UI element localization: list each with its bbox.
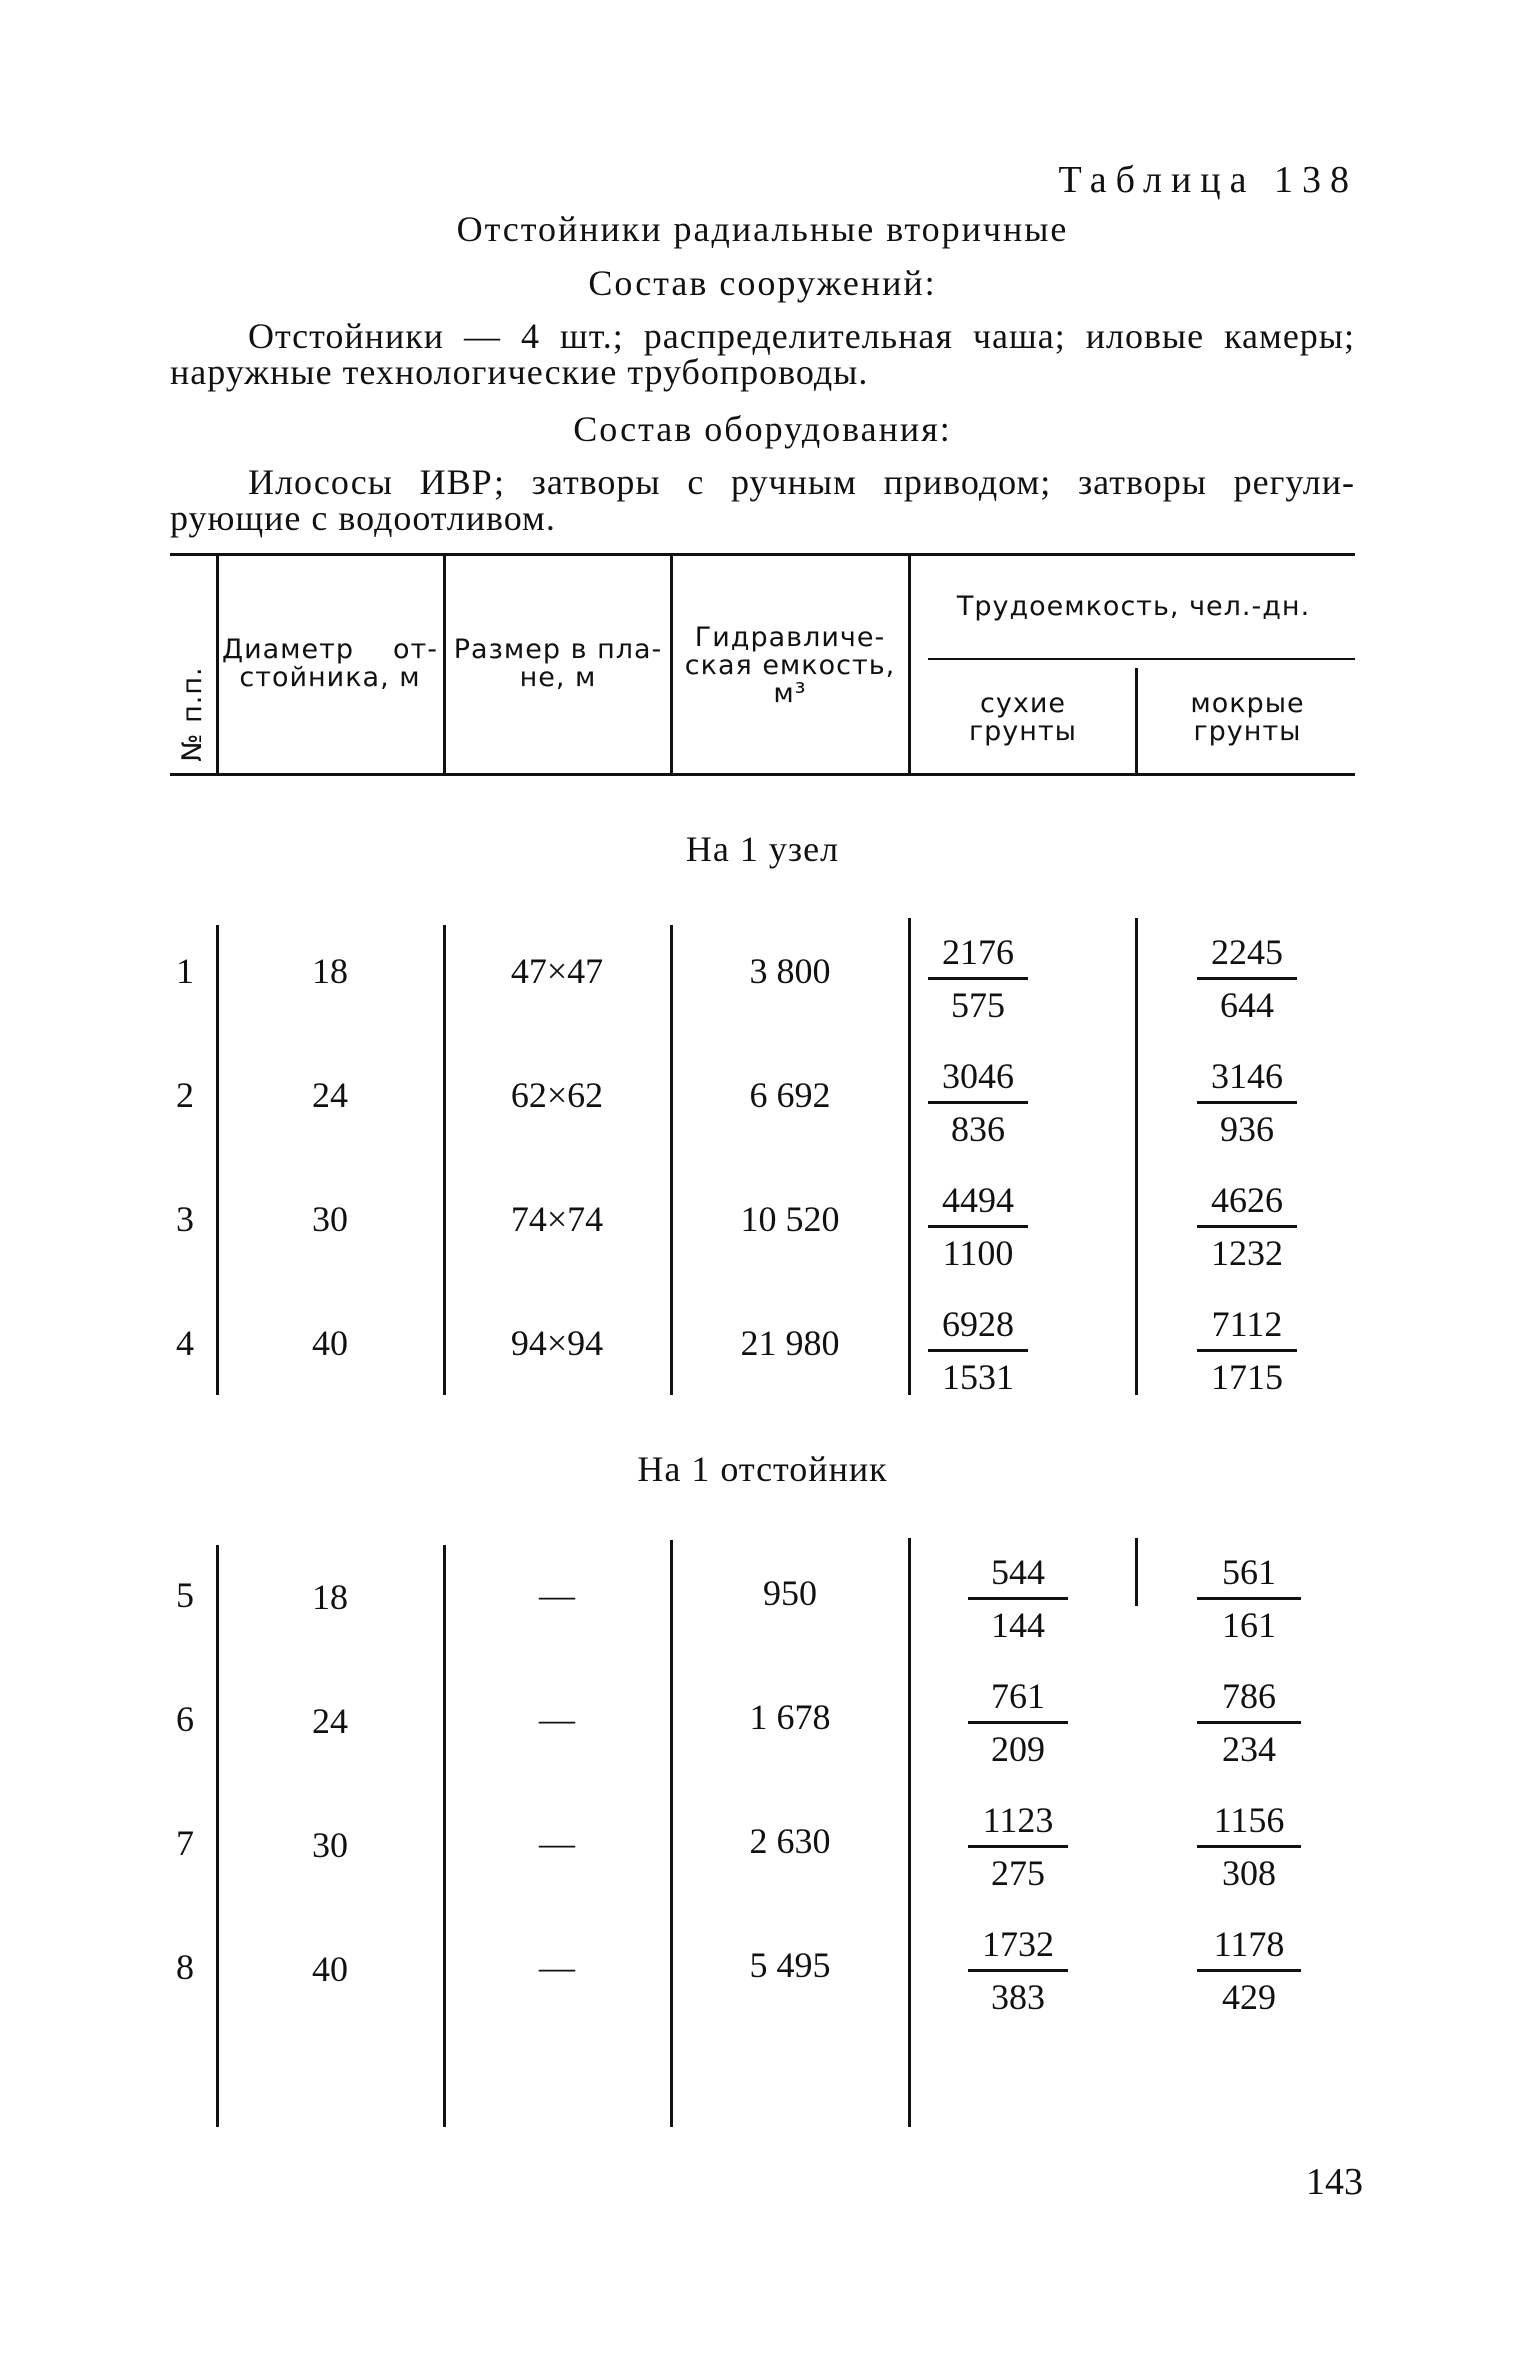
dry-top: 1732 — [982, 1924, 1054, 1964]
header-labor: Трудоемкость, чел.-дн. — [956, 591, 1311, 622]
fraction-bar — [1197, 1349, 1297, 1352]
cell-size: — — [539, 1575, 575, 1615]
section-title-2: На 1 отстойник — [637, 1449, 888, 1489]
cell-num: 2 — [176, 1075, 194, 1115]
structures-text-line1: Отстойники — 4 шт.; распределительная чаша; иловые камеры; — [248, 316, 1355, 356]
wet-bottom: 1715 — [1211, 1357, 1283, 1397]
cell-num: 8 — [176, 1947, 194, 1987]
structures-text-line2: наружные технологические трубопроводы. — [170, 352, 869, 392]
wet-bottom: 1232 — [1211, 1233, 1283, 1273]
cell-num: 7 — [176, 1823, 194, 1863]
dry-bottom: 575 — [951, 985, 1005, 1025]
fraction-bar — [968, 1969, 1068, 1972]
header-capacity-line3: м³ — [773, 678, 807, 709]
cell-dry-fraction — [968, 1924, 1068, 2017]
cell-diameter: 30 — [312, 1825, 348, 1865]
fraction-bar — [1197, 977, 1297, 980]
structures-paragraph — [170, 318, 1355, 390]
cell-num: 4 — [176, 1323, 194, 1363]
structures-heading: Состав сооружений: — [588, 263, 937, 303]
header-divider-4 — [908, 555, 911, 773]
dry-top: 2176 — [942, 932, 1014, 972]
fraction-bar — [968, 1845, 1068, 1848]
dry-top: 6928 — [942, 1304, 1014, 1344]
cell-capacity: 6 692 — [749, 1075, 831, 1115]
header-dry-line1: сухие — [980, 688, 1066, 719]
cell-diameter: 18 — [312, 951, 348, 991]
equipment-text-line1: Илососы ИВР; затворы с ручным приводом; затворы регули- — [248, 462, 1355, 502]
wet-top: 3146 — [1211, 1056, 1283, 1096]
dry-bottom: 383 — [991, 1977, 1045, 2017]
cell-num: 1 — [176, 951, 194, 991]
cell-dry-fraction — [928, 932, 1028, 1025]
equipment-heading: Состав оборудования: — [573, 409, 952, 449]
fraction-bar — [1197, 1597, 1301, 1600]
wet-top: 561 — [1222, 1552, 1276, 1592]
section1-divider-3 — [670, 925, 673, 1395]
cell-wet-fraction — [1197, 1924, 1301, 2017]
cell-size: 47×47 — [510, 951, 604, 991]
header-wet-line1: мокрые — [1190, 688, 1305, 719]
header-size-line2: не, м — [519, 662, 597, 693]
header-divider-2 — [443, 555, 446, 773]
fraction-bar — [928, 1349, 1028, 1352]
cell-size: 94×94 — [510, 1323, 604, 1363]
table-header-bottom-rule — [170, 773, 1355, 776]
cell-wet-fraction — [1197, 1552, 1301, 1645]
fraction-bar — [1197, 1969, 1301, 1972]
wet-top: 1178 — [1213, 1924, 1285, 1964]
cell-capacity: 950 — [763, 1573, 817, 1613]
cell-capacity: 1 678 — [749, 1697, 831, 1737]
dry-bottom: 1100 — [942, 1233, 1014, 1273]
fraction-bar — [928, 1101, 1028, 1104]
fraction-bar — [1197, 1225, 1297, 1228]
dry-top: 3046 — [942, 1056, 1014, 1096]
cell-num: 6 — [176, 1699, 194, 1739]
document-title: Отстойники радиальные вторичные — [456, 209, 1069, 249]
cell-diameter: 18 — [312, 1577, 348, 1617]
wet-bottom: 644 — [1220, 985, 1274, 1025]
fraction-bar — [928, 1225, 1028, 1228]
wet-bottom: 308 — [1222, 1853, 1276, 1893]
header-num: № п.п. — [177, 666, 208, 762]
cell-num: 3 — [176, 1199, 194, 1239]
dry-bottom: 1531 — [942, 1357, 1014, 1397]
wet-top: 2245 — [1211, 932, 1283, 972]
section2-divider-3 — [670, 1540, 673, 2127]
cell-capacity: 3 800 — [749, 951, 831, 991]
cell-dry-fraction — [928, 1180, 1028, 1273]
header-divider-1 — [216, 555, 219, 773]
cell-diameter: 24 — [312, 1075, 348, 1115]
wet-top: 7112 — [1211, 1304, 1283, 1344]
header-dry-soil — [912, 690, 1134, 746]
header-capacity-line1: Гидравличе- — [694, 622, 886, 653]
cell-size: 74×74 — [510, 1199, 604, 1239]
header-diameter-line1: Диаметр от- — [222, 634, 438, 665]
fraction-bar — [1197, 1101, 1297, 1104]
cell-capacity: 10 520 — [740, 1199, 840, 1239]
fraction-bar — [968, 1597, 1068, 1600]
cell-capacity: 2 630 — [749, 1821, 831, 1861]
section1-divider-1 — [216, 925, 219, 1395]
section-title-1: На 1 узел — [685, 829, 840, 869]
cell-dry-fraction — [928, 1056, 1028, 1149]
cell-wet-fraction — [1197, 1304, 1297, 1397]
dry-bottom: 275 — [991, 1853, 1045, 1893]
header-diameter — [222, 636, 438, 692]
cell-diameter: 24 — [312, 1701, 348, 1741]
header-wet-soil — [1140, 690, 1355, 746]
dry-top: 761 — [991, 1676, 1045, 1716]
cell-wet-fraction — [1197, 1800, 1301, 1893]
table-label: Таблица 138 — [1058, 159, 1358, 201]
fraction-bar — [968, 1721, 1068, 1724]
wet-bottom: 936 — [1220, 1109, 1274, 1149]
fraction-bar — [928, 977, 1028, 980]
section2-divider-4 — [908, 1538, 911, 2127]
cell-dry-fraction — [968, 1800, 1068, 1893]
dry-bottom: 144 — [991, 1605, 1045, 1645]
cell-diameter: 40 — [312, 1949, 348, 1989]
cell-wet-fraction — [1197, 1180, 1297, 1273]
cell-dry-fraction — [968, 1552, 1068, 1645]
cell-capacity: 5 495 — [749, 1945, 831, 1985]
section2-divider-1 — [216, 1545, 219, 2127]
cell-wet-fraction — [1197, 1056, 1297, 1149]
section1-divider-4 — [908, 918, 911, 1395]
section1-divider-5 — [1135, 918, 1138, 1395]
header-wet-line2: грунты — [1193, 716, 1302, 747]
dry-top: 544 — [991, 1552, 1045, 1592]
cell-dry-fraction — [928, 1304, 1028, 1397]
cell-size: — — [539, 1823, 575, 1863]
cell-size: — — [539, 1699, 575, 1739]
cell-diameter: 40 — [312, 1323, 348, 1363]
table-top-rule — [170, 553, 1355, 556]
fraction-bar — [1197, 1845, 1301, 1848]
equipment-paragraph — [170, 464, 1355, 536]
equipment-text-line2: рующие с водоотливом. — [170, 498, 556, 538]
wet-bottom: 234 — [1222, 1729, 1276, 1769]
cell-wet-fraction — [1197, 932, 1297, 1025]
wet-top: 786 — [1222, 1676, 1276, 1716]
dry-top: 1123 — [982, 1800, 1054, 1840]
cell-dry-fraction — [968, 1676, 1068, 1769]
header-capacity-line2: ская емкость, — [684, 650, 896, 681]
wet-top: 1156 — [1213, 1800, 1285, 1840]
section2-divider-2 — [443, 1545, 446, 2127]
header-divider-3 — [670, 555, 673, 773]
wet-bottom: 429 — [1222, 1977, 1276, 2017]
header-size-line1: Размер в пла- — [453, 634, 663, 665]
header-size — [448, 636, 668, 692]
dry-bottom: 209 — [991, 1729, 1045, 1769]
page-number: 143 — [1306, 2161, 1363, 2203]
cell-wet-fraction — [1197, 1676, 1301, 1769]
wet-top: 4626 — [1211, 1180, 1283, 1220]
header-dry-line2: грунты — [968, 716, 1077, 747]
cell-capacity: 21 980 — [740, 1323, 840, 1363]
section1-divider-2 — [443, 925, 446, 1395]
header-capacity — [676, 624, 904, 708]
header-divider-5 — [1135, 668, 1138, 773]
wet-bottom: 161 — [1222, 1605, 1276, 1645]
labor-subheader-rule — [928, 658, 1355, 660]
cell-diameter: 30 — [312, 1199, 348, 1239]
cell-size: 62×62 — [510, 1075, 604, 1115]
dry-bottom: 836 — [951, 1109, 1005, 1149]
section2-divider-5 — [1135, 1538, 1138, 1606]
fraction-bar — [1197, 1721, 1301, 1724]
header-diameter-line2: стойника, м — [239, 662, 421, 693]
cell-size: — — [539, 1947, 575, 1987]
cell-num: 5 — [176, 1575, 194, 1615]
dry-top: 4494 — [942, 1180, 1014, 1220]
